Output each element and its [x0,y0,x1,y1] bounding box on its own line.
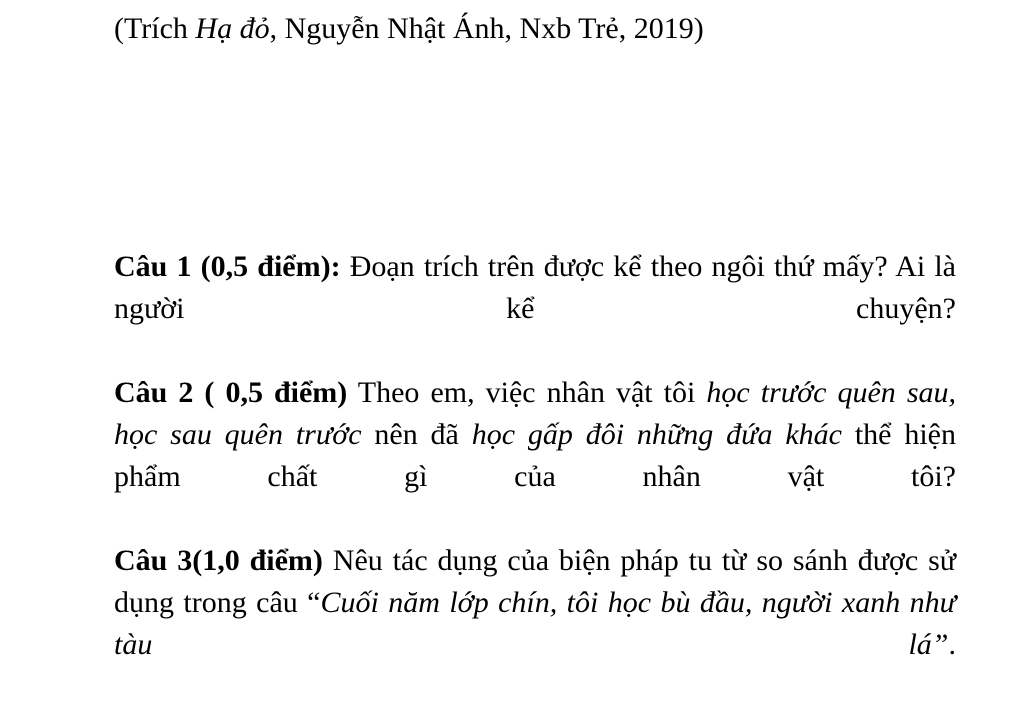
question-cau-1-label: Câu 1 (0,5 điểm): [114,250,341,283]
blank-space [114,50,956,246]
bottom-clipped-line [114,586,956,599]
question-cau-3-seg-2: . [948,628,956,661]
source-rest: , Nguyễn Nhật Ánh, Nxb Trẻ, 2019) [269,12,704,45]
source-attribution [114,8,956,50]
question-cau-2-seg-1: học trước quên sau, học sau quên trước [114,376,956,451]
source-title: Hạ đỏ [195,12,270,45]
question-cau-3-label: Câu 3(1,0 điểm) [114,544,323,577]
question-cau-3 [114,540,956,708]
top-clipped-line [114,0,956,6]
document-body [114,0,956,708]
question-cau-2 [114,372,956,540]
source-prefix: (Trích [114,12,196,45]
question-cau-2-seg-4: thể hiện phẩm chất gì của nhân vật tôi? [114,418,956,493]
question-cau-2-label: Câu 2 ( 0,5 điểm) [114,376,348,409]
question-cau-3-seg-1: Cuối năm lớp chín, tôi học bù đầu, người xanh như tàu lá” [114,586,956,661]
question-cau-2-seg-2: nên đã [361,418,472,451]
question-cau-3-seg-0: Nêu tác dụng của biện pháp tu từ so sánh được sử dụng trong câu “ [114,544,957,619]
question-cau-1-text: Đoạn trích trên được kể theo ngôi thứ mấy? Ai là người kể chuyện? [114,250,956,325]
question-cau-2-seg-0: Theo em, việc nhân vật tôi [347,376,707,409]
question-cau-2-seg-3: học gấp đôi những đứa khác [471,418,842,451]
question-cau-1 [114,246,956,372]
